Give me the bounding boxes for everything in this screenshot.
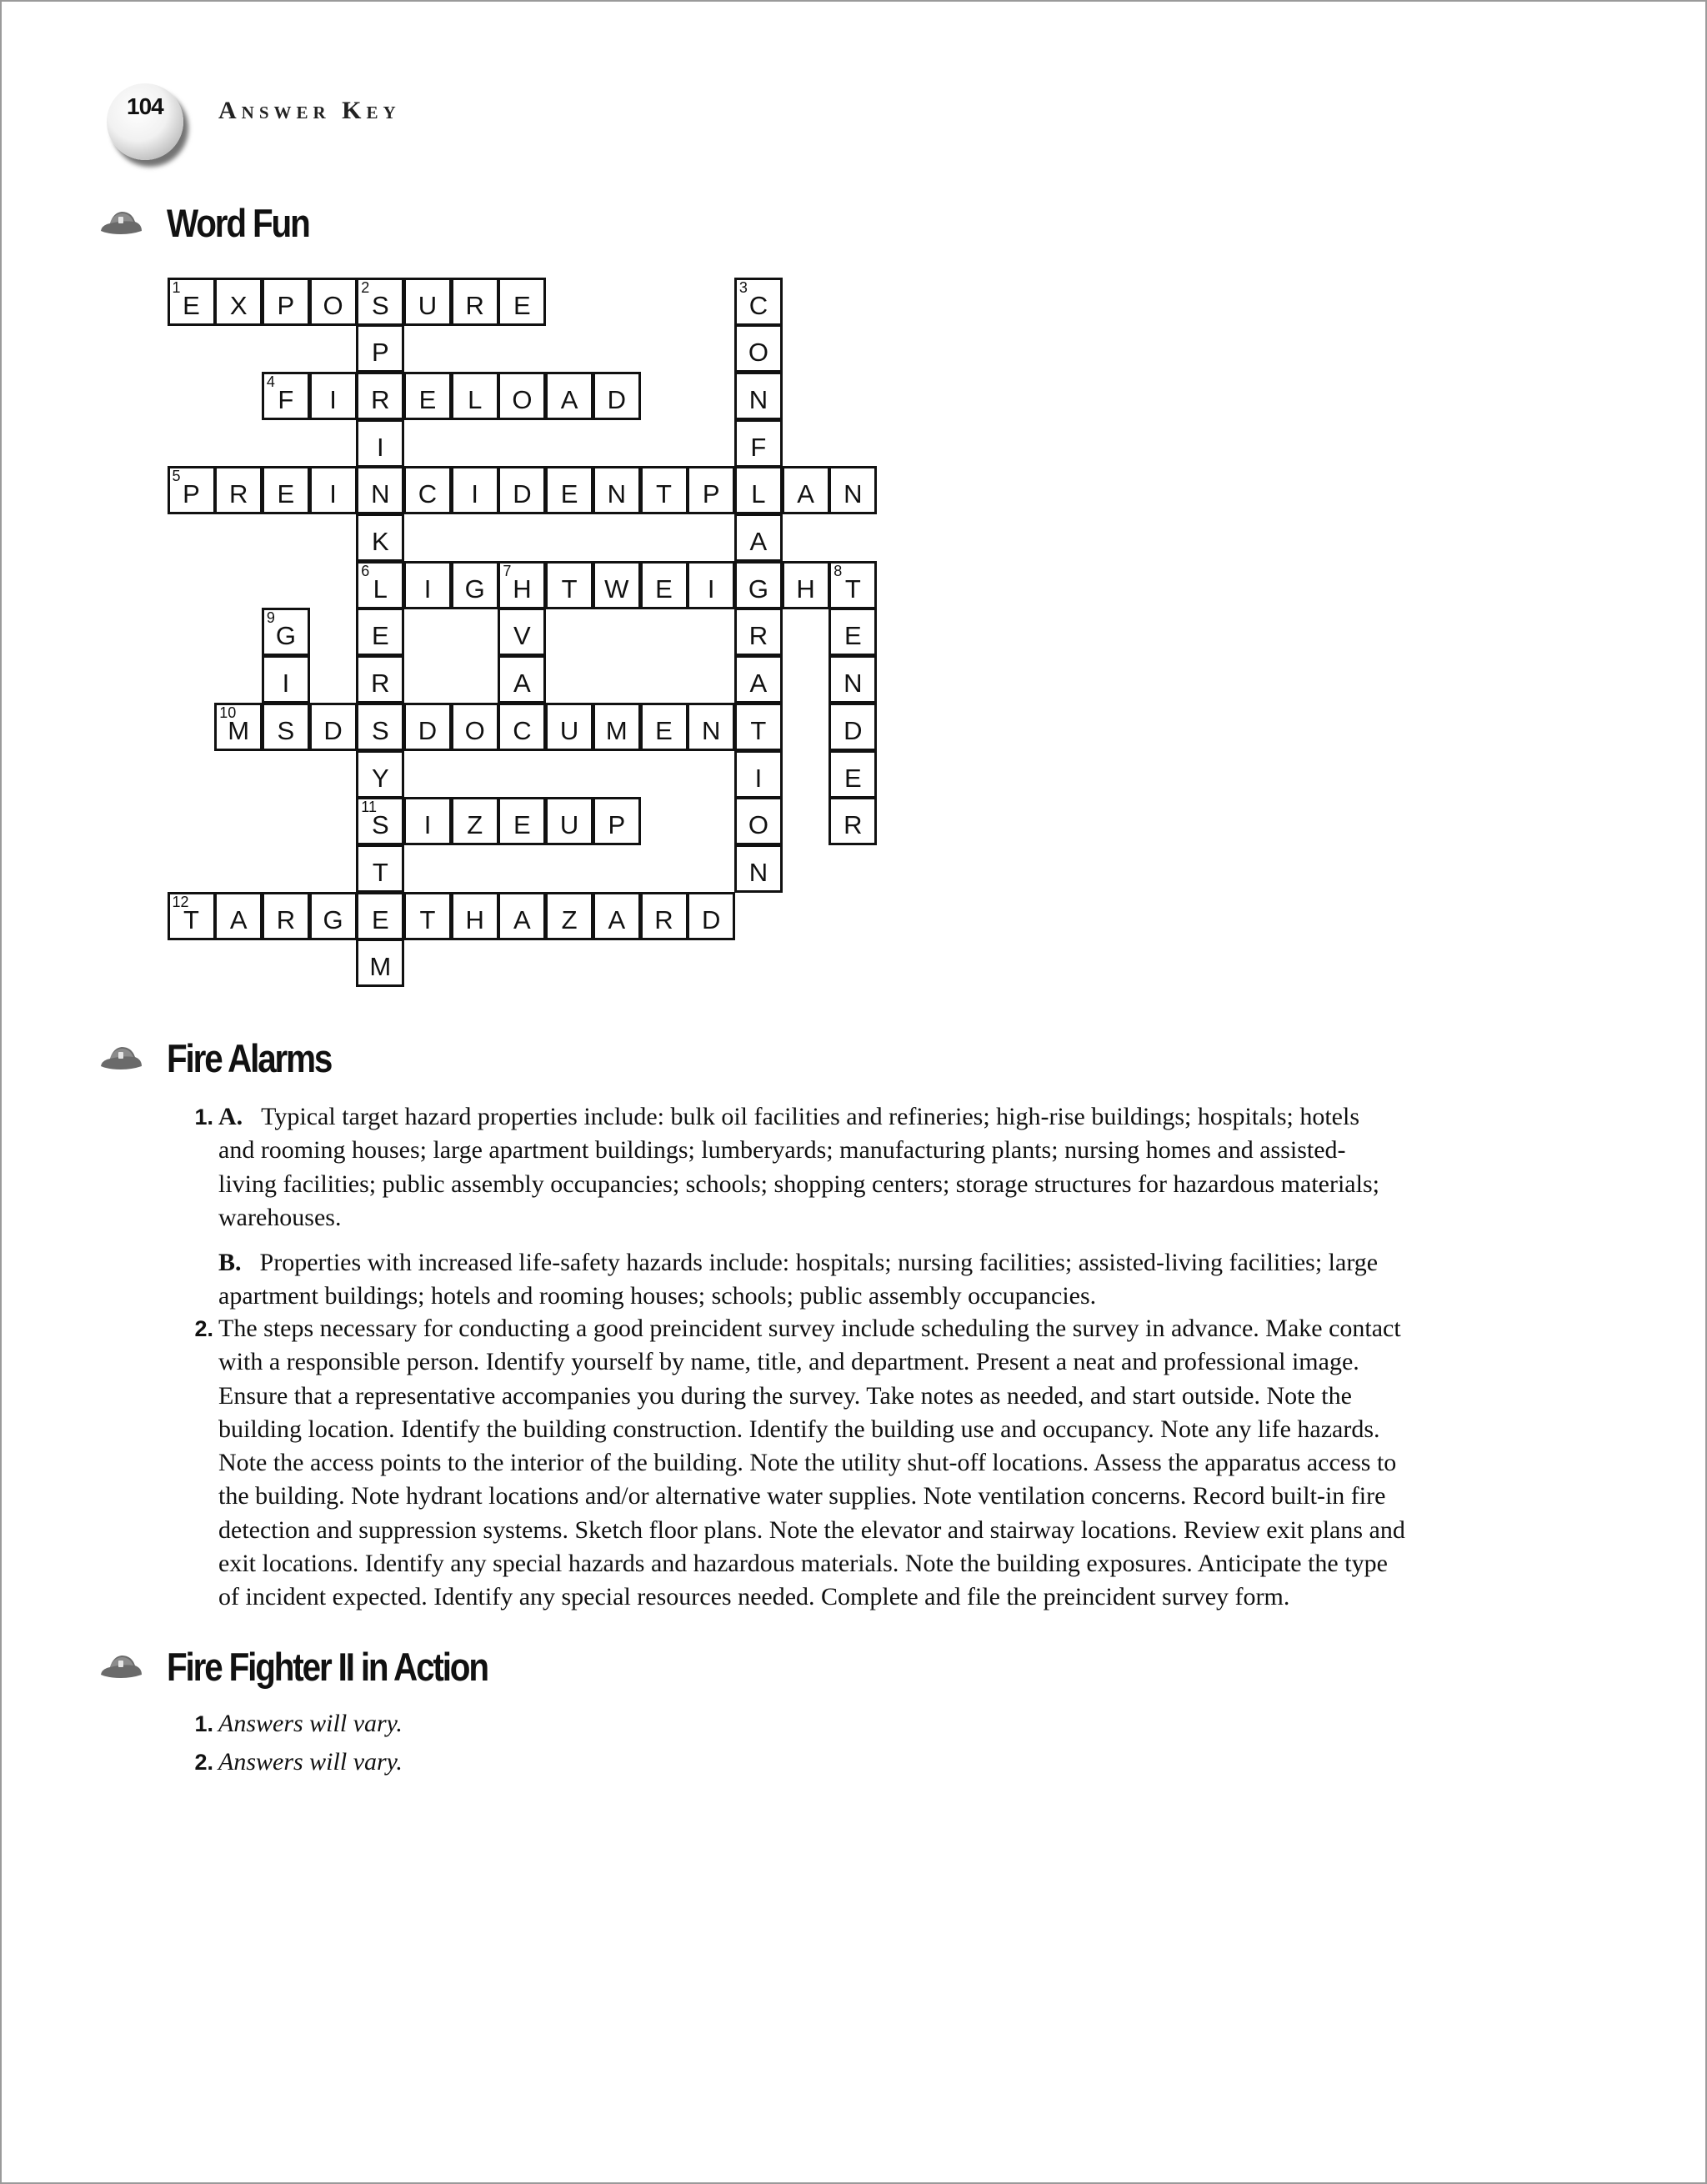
- question-number: 2.: [194, 1750, 213, 1775]
- cell-letter: R: [654, 904, 673, 934]
- cell-letter: T: [656, 479, 672, 509]
- cell-letter: I: [329, 384, 337, 414]
- cell-letter: P: [702, 479, 720, 509]
- cell-letter: E: [277, 479, 295, 509]
- cell-letter: N: [843, 479, 863, 509]
- cell-letter: T: [561, 574, 578, 604]
- clue-number: 11: [361, 799, 377, 816]
- cell-letter: I: [754, 763, 763, 793]
- cell-letter: D: [418, 715, 438, 745]
- cell-letter: P: [277, 290, 295, 320]
- answer-line: building location. Identify the building construction. Identify the building use and occupancy. Note any life hazards.: [218, 1415, 1380, 1443]
- sub-letter-a: A.: [218, 1103, 243, 1130]
- cell-letter: T: [419, 904, 436, 934]
- clue-number: 8: [833, 562, 843, 579]
- section-title: Fire Fighter II in Action: [167, 1645, 488, 1689]
- running-head: Answer Key: [218, 97, 401, 124]
- cell-letter: O: [464, 715, 485, 745]
- cell-letter: E: [371, 904, 389, 934]
- cell-letter: R: [748, 621, 768, 651]
- cell-letter: L: [751, 479, 766, 509]
- clue-number: 6: [361, 562, 370, 579]
- cell-letter: D: [843, 715, 863, 745]
- cell-letter: A: [513, 669, 531, 699]
- cell-letter: D: [607, 384, 626, 414]
- cell-letter: I: [329, 479, 337, 509]
- answer-line: the building. Note hydrant locations and/or alternative water supplies. Note ventilation concerns. Record built-in fire: [218, 1482, 1386, 1510]
- cell-letter: V: [513, 621, 531, 651]
- cell-letter: A: [749, 527, 768, 556]
- cell-letter: T: [750, 715, 767, 745]
- cell-letter: U: [559, 715, 579, 745]
- cell-letter: N: [371, 479, 390, 509]
- cell-letter: N: [748, 857, 768, 887]
- cell-letter: E: [371, 621, 389, 651]
- cell-letter: I: [376, 432, 384, 462]
- cell-letter: R: [276, 904, 296, 934]
- clue-number: 9: [266, 609, 275, 627]
- clue-number: 2: [361, 278, 370, 296]
- cell-letter: A: [513, 904, 531, 934]
- cell-letter: H: [513, 574, 532, 604]
- answer-1a: [218, 1100, 1560, 1235]
- answer-line: exit locations. Identify any special hazards and hazardous materials. Note the building exposures. Anticipate the type: [218, 1550, 1388, 1578]
- cell-letter: E: [418, 384, 437, 414]
- cell-letter: N: [843, 669, 863, 699]
- cell-letter: E: [513, 810, 531, 840]
- cell-letter: C: [513, 715, 532, 745]
- cell-letter: L: [468, 384, 483, 414]
- answer-line: and rooming houses; large apartment buildings; lumberyards; manufacturing plants; nursing homes and assisted-: [218, 1136, 1346, 1165]
- helmet-icon: [98, 208, 143, 238]
- cell-letter: M: [228, 715, 250, 745]
- cell-letter: E: [560, 479, 578, 509]
- section-title: Word Fun: [167, 201, 309, 245]
- cell-letter: M: [369, 952, 392, 982]
- answer-line: living facilities; public assembly occupancies; schools; shopping centers; storage structures for hazardous materials;: [218, 1170, 1379, 1198]
- answer-line: The steps necessary for conducting a good preincident survey include scheduling the survey in advance. Make contact: [218, 1315, 1401, 1342]
- cell-letter: X: [229, 290, 248, 320]
- cell-letter: P: [183, 479, 200, 509]
- cell-letter: M: [605, 715, 628, 745]
- cell-letter: P: [371, 338, 389, 368]
- cell-letter: G: [275, 621, 296, 651]
- cell-letter: C: [748, 290, 768, 320]
- cell-letter: A: [229, 904, 248, 934]
- question-number: 1.: [194, 1105, 213, 1130]
- answer-line: Ensure that a representative accompanies you during the survey. Take notes as needed, and start outside. Note the: [218, 1381, 1352, 1410]
- cell-letter: O: [748, 810, 768, 840]
- cell-letter: R: [843, 810, 863, 840]
- cell-letter: U: [418, 290, 438, 320]
- cell-letter: E: [183, 290, 200, 320]
- sub-letter-b: B.: [218, 1249, 242, 1277]
- cell-letter: D: [513, 479, 532, 509]
- cell-letter: S: [371, 810, 389, 840]
- answer-line: detection and suppression systems. Sketch floor plans. Note the elevator and stairway locations. Review exit plans and: [218, 1515, 1405, 1544]
- clue-number: 3: [738, 278, 748, 296]
- cell-letter: A: [560, 384, 578, 414]
- answer-line: Note the access points to the interior of the building. Note the utility shut-off locations. Assess the apparatus access to: [218, 1449, 1397, 1477]
- cell-letter: R: [465, 290, 484, 320]
- cell-letter: G: [323, 904, 343, 934]
- clue-number: 5: [172, 468, 181, 485]
- cell-letter: F: [750, 432, 767, 462]
- clue-number: 10: [219, 704, 237, 721]
- cell-letter: N: [607, 479, 626, 509]
- cell-letter: I: [423, 574, 432, 604]
- cell-letter: K: [371, 527, 389, 556]
- cell-letter: I: [282, 669, 290, 699]
- cell-letter: E: [513, 290, 531, 320]
- section-title: Fire Alarms: [167, 1036, 332, 1080]
- page-number: 104: [127, 93, 163, 119]
- question-number: 1.: [194, 1711, 213, 1736]
- cell-letter: I: [423, 810, 432, 840]
- answer-line: apartment buildings; hotels and rooming houses; schools; public assembly occupancies.: [218, 1282, 1097, 1310]
- question-number: 2.: [194, 1316, 213, 1341]
- answer-2: [218, 1312, 1560, 1615]
- cell-letter: A: [608, 904, 626, 934]
- cell-letter: S: [371, 290, 389, 320]
- cell-letter: O: [323, 290, 343, 320]
- cell-letter: R: [228, 479, 248, 509]
- cell-letter: A: [749, 669, 768, 699]
- cell-letter: Z: [561, 904, 578, 934]
- clue-number: 4: [266, 373, 275, 390]
- cell-letter: E: [655, 715, 673, 745]
- helmet-icon: [98, 1044, 143, 1074]
- cell-letter: O: [748, 338, 768, 368]
- answer-line: B. Properties with increased life-safety hazards include: hospitals; nursing facilities; assisted-living facilities; large: [218, 1249, 1379, 1277]
- cell-letter: E: [843, 621, 862, 651]
- clue-number: 7: [503, 562, 512, 579]
- cell-letter: R: [371, 669, 390, 699]
- cell-letter: P: [608, 810, 626, 840]
- answer-line: A. Typical target hazard properties include: bulk oil facilities and refineries; high-rise buildings; hospitals; hotels: [218, 1103, 1360, 1130]
- clue-number: 12: [172, 893, 189, 910]
- cell-letter: O: [512, 384, 533, 414]
- cell-letter: S: [277, 715, 295, 745]
- answer-text: Answers will vary.: [218, 1710, 403, 1737]
- cell-letter: L: [373, 574, 388, 604]
- cell-letter: R: [371, 384, 390, 414]
- answer-1b: [218, 1246, 1560, 1314]
- cell-letter: E: [655, 574, 673, 604]
- cell-letter: F: [278, 384, 294, 414]
- cell-letter: G: [464, 574, 485, 604]
- answer-line: with a responsible person. Identify yourself by name, title, and department. Present a neat and professional image.: [218, 1348, 1359, 1376]
- answer-line: warehouses.: [218, 1203, 342, 1231]
- cell-letter: T: [844, 574, 861, 604]
- clue-number: 1: [172, 278, 181, 296]
- cell-letter: E: [843, 763, 862, 793]
- cell-letter: N: [748, 384, 768, 414]
- cell-letter: D: [701, 904, 721, 934]
- cell-letter: U: [559, 810, 579, 840]
- cell-letter: Z: [467, 810, 483, 840]
- answer-text: Answers will vary.: [218, 1748, 403, 1776]
- cell-letter: H: [796, 574, 815, 604]
- cell-letter: G: [748, 574, 768, 604]
- cell-letter: W: [604, 574, 629, 604]
- cell-letter: N: [701, 715, 721, 745]
- cell-letter: A: [797, 479, 814, 509]
- helmet-icon: [98, 1652, 143, 1682]
- cell-letter: T: [372, 857, 388, 887]
- cell-letter: D: [323, 715, 343, 745]
- cell-letter: I: [471, 479, 478, 509]
- cell-letter: H: [465, 904, 484, 934]
- cell-letter: I: [707, 574, 715, 604]
- cell-letter: S: [371, 715, 389, 745]
- cell-letter: Y: [371, 763, 389, 793]
- cell-letter: T: [183, 904, 199, 934]
- cell-letter: C: [418, 479, 438, 509]
- answer-line: of incident expected. Identify any special resources needed. Complete and file the preincident survey form.: [218, 1583, 1290, 1611]
